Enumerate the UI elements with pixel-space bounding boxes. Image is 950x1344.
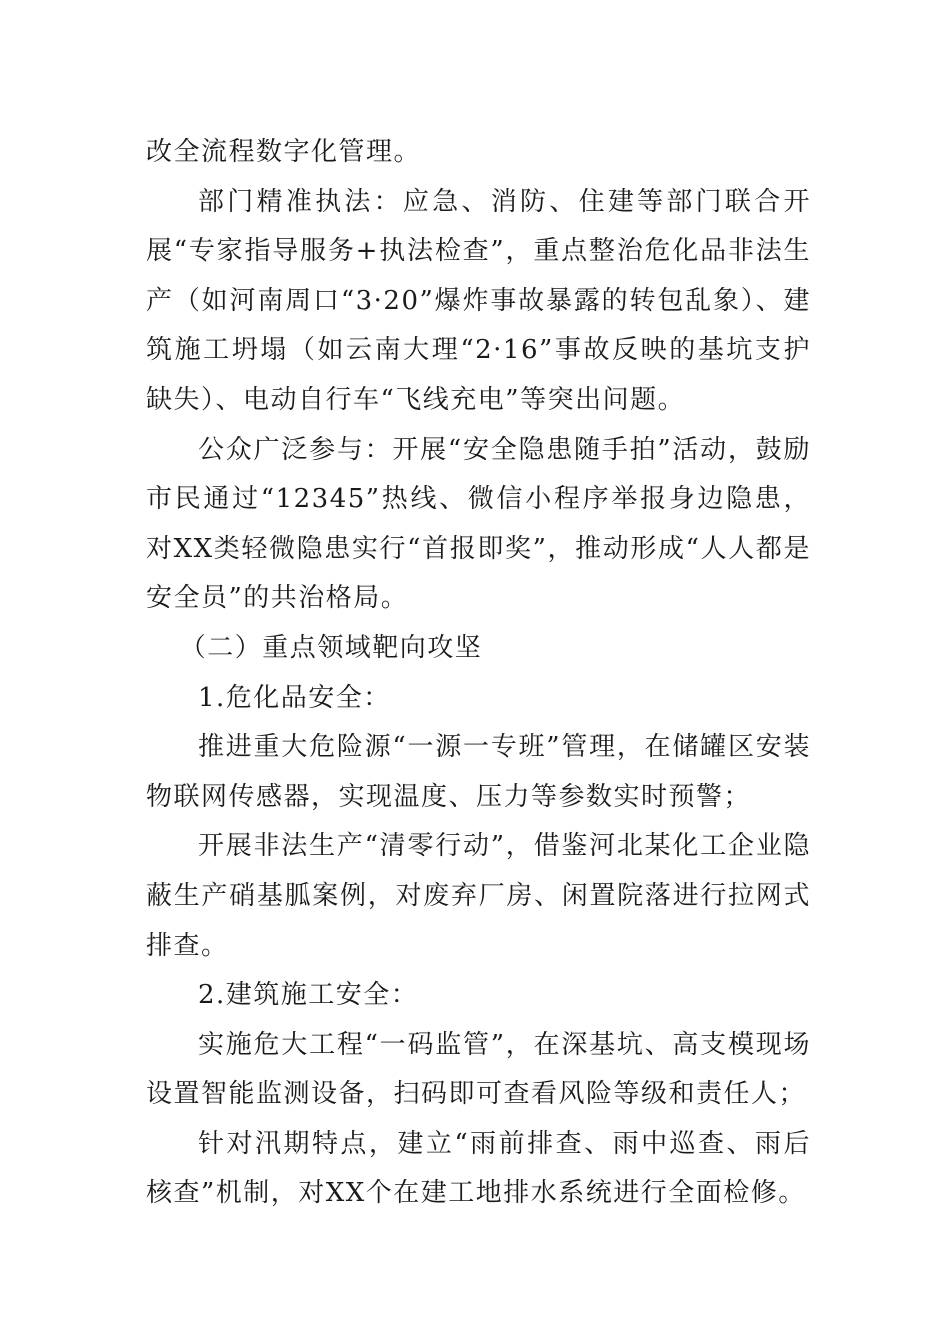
paragraph-illegal-production-clearance: 开展非法生产“清零行动”，借鉴河北某化工企业隐蔽生产硝基胍案例，对废弃厂房、闲置院落进行拉网式排查。	[146, 831, 811, 961]
paragraph-continuation: 改全流程数字化管理。	[146, 137, 422, 167]
subheading-hazardous-chemicals: 1.危化品安全：	[198, 682, 391, 713]
paragraph-one-code-supervision: 实施危大工程“一码监管”，在深基坑、高支模现场设置智能监测设备，扫码即可查看风险等级和责任人；	[146, 1029, 811, 1110]
subheading-construction-safety: 2.建筑施工安全：	[198, 980, 419, 1011]
paragraph-department-enforcement: 部门精准执法：应急、消防、住建等部门联合开展“专家指导服务+执法检查”，重点整治危化品非法生产（如河南周口“3·20”爆炸事故暴露的转包乱象）、建筑施工坍塌（如云南大理“2·16”事故反映的基坑支护缺失）、电动自行车“飞线充电”等突出问题。	[146, 186, 811, 415]
paragraph-major-hazard-sources: 推进重大危险源“一源一专班”管理，在储罐区安装物联网传感器，实现温度、压力等参数实时预警；	[146, 732, 811, 812]
paragraph-public-participation: 公众广泛参与：开展“安全隐患随手拍”活动，鼓励市民通过“12345”热线、微信小程序举报身边隐患，对XX类轻微隐患实行“首报即奖”，推动形成“人人都是安全员”的共治格局。	[146, 434, 811, 614]
paragraph-flood-season-checks: 针对汛期特点，建立“雨前排查、雨中巡查、雨后核查”机制，对XX个在建工地排水系统进行全面检修。	[146, 1128, 811, 1209]
section-heading-key-areas: （二）重点领域靶向攻坚	[179, 632, 483, 663]
document-body	[146, 128, 811, 1219]
